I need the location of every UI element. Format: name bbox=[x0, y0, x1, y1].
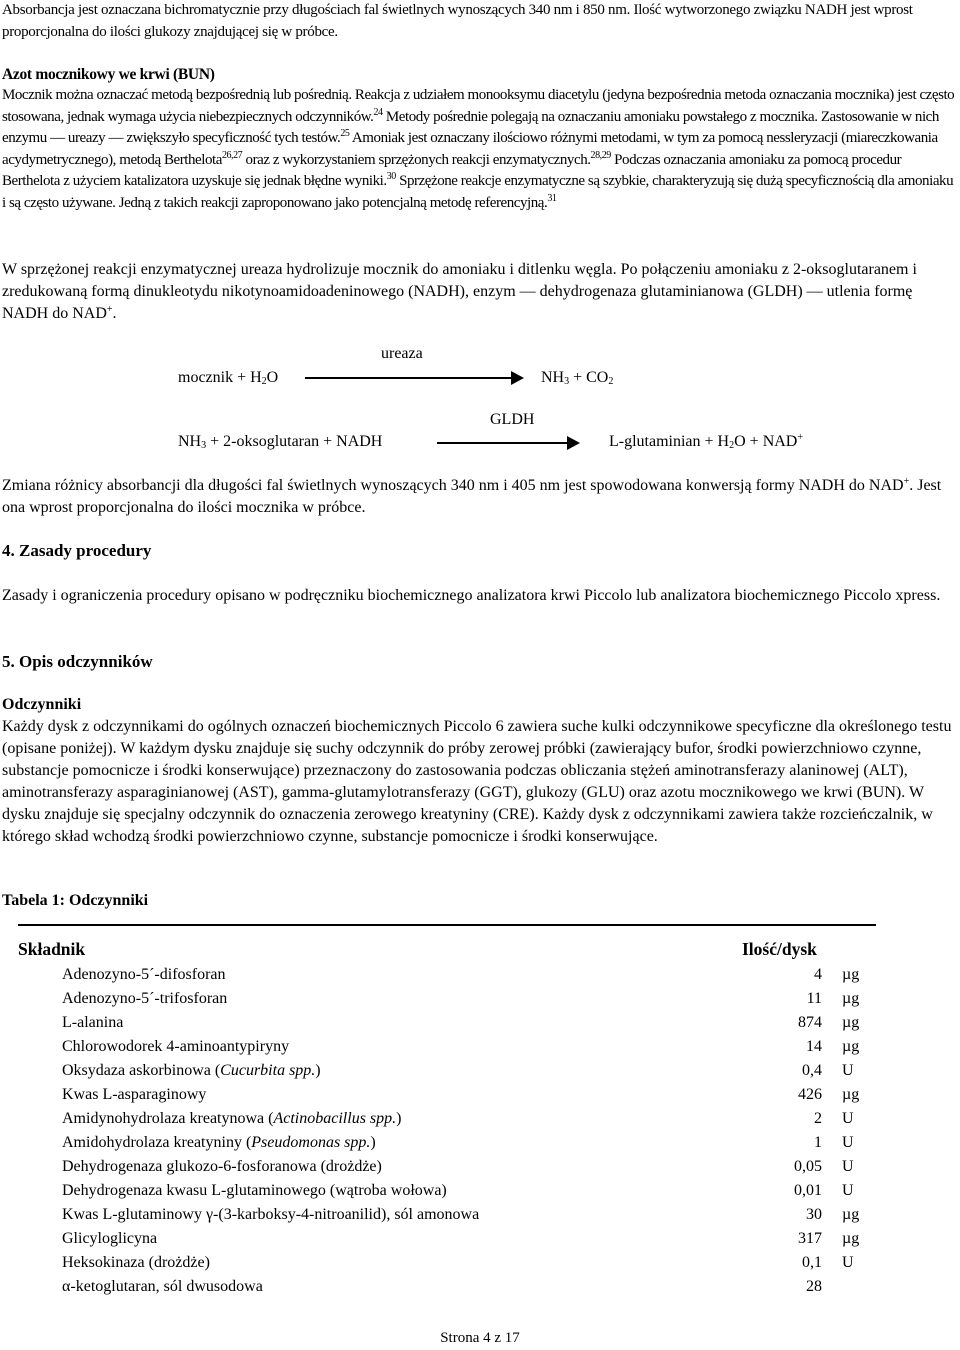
component-unit: µg bbox=[842, 1086, 860, 1103]
component-unit: U bbox=[842, 1158, 854, 1175]
component-name-suffix: ) bbox=[370, 1134, 376, 1151]
table-row bbox=[18, 1275, 906, 1299]
component-unit: µg bbox=[842, 1230, 860, 1247]
bun-p2-text-c: Podczas oznaczania amoniaku za pomocą procedur Berthelota z użyciem katalizatora uzyskuje się jednak błędne wyniki. bbox=[2, 151, 902, 189]
footnote-ref: 31 bbox=[547, 192, 557, 204]
component-unit: µg bbox=[842, 1206, 860, 1223]
component-name bbox=[18, 1131, 734, 1155]
section-5-title: 5. Opis odczynników bbox=[2, 652, 153, 671]
table-row bbox=[18, 1155, 906, 1179]
component-unit: U bbox=[842, 1182, 854, 1199]
component-quantity: 4 bbox=[814, 966, 822, 983]
component-unit bbox=[822, 1275, 906, 1299]
component-unit: µg bbox=[842, 1014, 860, 1031]
component-name bbox=[18, 1011, 734, 1035]
component-name-text: Kwas L-glutaminowy γ-(3-karboksy-4-nitroanilid), sól amonowa bbox=[62, 1206, 480, 1223]
component-name bbox=[18, 1227, 734, 1251]
component-name-text: Heksokinaza (drożdże) bbox=[62, 1254, 210, 1271]
component-name-text: Chlorowodorek 4-aminoantypiryny bbox=[62, 1038, 290, 1055]
component-unit: U bbox=[842, 1110, 854, 1127]
subscript: 2 bbox=[261, 376, 267, 387]
component-quantity: 2 bbox=[814, 1110, 822, 1127]
bun-p2-text-d: Sprzężone reakcje enzymatyczne są szybkie, charakteryzują się dużą specyficznością dla amoniaku i są często używane. Jedną z takich reakcji zaproponowano jako potencjalną metodę referencyjną. bbox=[2, 173, 954, 211]
component-name-italic: Actinobacillus spp. bbox=[273, 1110, 397, 1127]
component-unit: U bbox=[842, 1062, 854, 1079]
component-quantity: 14 bbox=[806, 1038, 822, 1055]
component-name-text: Glicyloglicyna bbox=[62, 1230, 158, 1247]
component-name-text: Kwas L-asparaginowy bbox=[62, 1086, 207, 1103]
reaction2-right-b: O + NAD bbox=[734, 433, 798, 450]
intro-paragraph bbox=[2, 0, 956, 43]
component-name bbox=[18, 1155, 734, 1179]
subscript: 3 bbox=[201, 440, 207, 451]
bun-paragraph-3 bbox=[2, 259, 956, 325]
footnote-ref: 26,27 bbox=[221, 149, 243, 161]
component-name bbox=[18, 1035, 734, 1059]
reaction1-right bbox=[541, 369, 613, 387]
table-row bbox=[18, 1203, 906, 1227]
table-title: Tabela 1: Odczynniki bbox=[2, 892, 149, 909]
bun-p3-end: . bbox=[112, 305, 117, 322]
component-quantity: 0,01 bbox=[794, 1182, 822, 1199]
reaction2-left-a: NH bbox=[178, 433, 202, 450]
component-name bbox=[18, 1275, 734, 1299]
bun-p4-text-a: Zmiana różnicy absorbancji dla długości fal świetlnych wynoszących 340 nm i 405 nm jest spowodowana konwersją formy NADH do NAD bbox=[2, 477, 904, 494]
reaction1-left-a: mocznik + H bbox=[178, 369, 262, 386]
table-row bbox=[18, 1227, 906, 1251]
footnote-ref: 28,29 bbox=[590, 149, 611, 161]
footnote-ref: 25 bbox=[340, 128, 350, 139]
section-4-text: Zasady i ograniczenia procedury opisano w podręczniku biochemicznego analizatora krwi Piccolo lub analizatora biochemicznego Piccolo xpress. bbox=[2, 587, 941, 604]
table-row bbox=[18, 1059, 906, 1083]
component-name bbox=[18, 1251, 734, 1275]
component-name-suffix: ) bbox=[315, 1062, 321, 1079]
header-amount: Ilość/dysk bbox=[742, 938, 817, 959]
reagents-paragraph: Każdy dysk z odczynnikami do ogólnych oznaczeń biochemicznych Piccolo 6 zawiera suche kulki odczynnikowe specyficzne dla określonego testu (opisane poniżej). W każdym dysku znajduje się suchy odczynnik do próby zerowej próbki (zawierający bufor, środki powierzchniowo czynne, substancje pomocnicze i środki konserwujące) przeznaczony do zastosowania podczas obliczania stężeń aminotransferazy alaninowej (ALT), aminotransferazy asparaginianowej (AST), gamma-glutamylotransferazy (GGT), glukozy (GLU) oraz azotu mocznikowego we krwi (BUN). W dysku znajduje się specjalny odczynnik do oznaczenia zerowego kreatyniny (CRE). Każdy dysk z odczynnikami zawiera także rozcieńczalnik, w którego skład wchodzą środki powierzchniowo czynne, substancje pomocnicze i środki konserwujące. bbox=[2, 718, 952, 845]
component-quantity: 0,1 bbox=[802, 1254, 822, 1271]
component-quantity: 28 bbox=[806, 1278, 822, 1295]
reaction2-left bbox=[178, 433, 382, 451]
component-name-suffix: ) bbox=[396, 1110, 402, 1127]
component-name-italic: Pseudomonas spp. bbox=[251, 1134, 371, 1151]
reaction1-arrow bbox=[305, 371, 524, 385]
component-name-text: L-alanina bbox=[62, 1014, 124, 1031]
component-name bbox=[18, 1203, 734, 1227]
component-name bbox=[18, 1083, 734, 1107]
component-quantity: 30 bbox=[806, 1206, 822, 1223]
component-quantity: 426 bbox=[798, 1086, 822, 1103]
component-unit: U bbox=[842, 1134, 854, 1151]
component-quantity: 11 bbox=[806, 990, 822, 1007]
component-name-text: α-ketoglutaran, sól dwusodowa bbox=[62, 1278, 263, 1295]
bun-paragraph-1 bbox=[2, 85, 956, 214]
bun-p1-text-b: Metody pośrednie polegają na oznaczaniu amoniaku powstałego z mocznika. Zastosowanie w nich enzymu — ureazy — zwiększyło specyficzność tych testów. bbox=[2, 108, 939, 146]
bun-heading: Azot mocznikowy we krwi (BUN) bbox=[2, 66, 215, 83]
table-row bbox=[18, 1083, 906, 1107]
reagents-table bbox=[18, 935, 906, 1299]
header-component: Składnik bbox=[18, 938, 86, 959]
superscript: + bbox=[797, 432, 803, 443]
component-name bbox=[18, 1107, 734, 1131]
component-quantity: 0,05 bbox=[794, 1158, 822, 1175]
component-name-text: Adenozyno-5´-trifosforan bbox=[62, 990, 228, 1007]
table-row bbox=[18, 1035, 906, 1059]
table-row bbox=[18, 987, 906, 1011]
footnote-ref: 24 bbox=[373, 106, 383, 118]
component-quantity: 0,4 bbox=[802, 1062, 822, 1079]
table-row bbox=[18, 1251, 906, 1275]
reaction2-left-b: + 2-oksoglutaran + NADH bbox=[206, 433, 383, 450]
reaction1-left bbox=[178, 369, 278, 387]
component-name bbox=[18, 963, 734, 987]
table-header-row bbox=[18, 935, 906, 963]
reagents-heading: Odczynniki bbox=[2, 696, 82, 713]
superscript: + bbox=[903, 476, 910, 487]
component-name bbox=[18, 1059, 734, 1083]
bun-p2-text-b: oraz z wykorzystaniem sprzężonych reakcji enzymatycznych. bbox=[245, 151, 591, 168]
table-row bbox=[18, 1011, 906, 1035]
intro-text: Absorbancja jest oznaczana bichromatycznie przy długościach fal świetlnych wynoszących 340 nm i 850 nm. Ilość wytworzonego związku NADH jest wprost proporcjonalna do ilości glukozy znajdującej się w próbce. bbox=[2, 2, 913, 40]
bun-p4-text-b: . Jest ona wprost proporcjonalna do ilości mocznika w próbce. bbox=[2, 477, 942, 516]
table-row bbox=[18, 963, 906, 987]
component-name-text: Dehydrogenaza glukozo-6-fosforanowa (drożdże) bbox=[62, 1158, 382, 1175]
table-row bbox=[18, 1131, 906, 1155]
component-name bbox=[18, 1179, 734, 1203]
subscript: 3 bbox=[564, 376, 570, 387]
component-unit: µg bbox=[842, 1038, 860, 1055]
component-name-italic: Cucurbita spp. bbox=[220, 1062, 316, 1079]
section-4-title: 4. Zasady procedury bbox=[2, 541, 152, 560]
table-top-rule bbox=[18, 924, 876, 926]
table-row bbox=[18, 1179, 906, 1203]
component-unit: µg bbox=[842, 966, 860, 983]
component-quantity: 317 bbox=[798, 1230, 822, 1247]
component-name-text: Amidohydrolaza kreatyniny ( bbox=[62, 1134, 252, 1151]
bun-p1-text: Mocznik można oznaczać metodą bezpośrednią lub pośrednią. Reakcja z udziałem monooksymu diacetylu (jedyna bezpośrednia metoda oznaczania mocznika) jest często stosowana, jednak wymaga użycia niebezpiecznych odczynników. bbox=[2, 87, 955, 125]
subscript: 2 bbox=[608, 376, 614, 387]
page-footer: Strona 4 z 17 bbox=[440, 1330, 520, 1346]
reaction2-arrow bbox=[437, 436, 580, 450]
footnote-ref: 30 bbox=[386, 171, 396, 182]
reaction1-right-b: + CO bbox=[569, 369, 609, 386]
reaction1-right-a: NH bbox=[541, 369, 565, 386]
bun-p3-text: W sprzężonej reakcji enzymatycznej ureaza hydrolizuje mocznik do amoniaku i ditlenku węgla. Po połączeniu amoniaku z 2-oksoglutaranem i zredukowaną formą dinukleotydu nikotynoamidoadeninowego (NADH), enzym — dehydrogenaza glutaminianowa (GLDH) — utlenia formę NADH do NAD bbox=[2, 261, 917, 322]
bun-paragraph-4 bbox=[2, 475, 956, 519]
component-quantity: 874 bbox=[798, 1014, 822, 1031]
component-unit: µg bbox=[842, 990, 860, 1007]
bun-p2-text-a: Amoniak jest oznaczany ilościowo różnymi metodami, w tym za pomocą nessleryzacji (miareczkowania acydymetrycznego), metodą Berthelota bbox=[2, 130, 938, 168]
superscript: + bbox=[106, 304, 113, 315]
component-name-text: Dehydrogenaza kwasu L-glutaminowego (wątroba wołowa) bbox=[62, 1182, 447, 1199]
component-name-text: Amidynohydrolaza kreatynowa ( bbox=[62, 1110, 274, 1127]
reaction2-right bbox=[609, 433, 803, 451]
reaction2-right-a: L-glutaminian + H bbox=[609, 433, 730, 450]
component-name-text: Adenozyno-5´-difosforan bbox=[62, 966, 226, 983]
reaction1-left-b: O bbox=[266, 369, 279, 386]
reaction2-enzyme: GLDH bbox=[490, 411, 535, 428]
component-quantity: 1 bbox=[814, 1134, 822, 1151]
table-row bbox=[18, 1107, 906, 1131]
component-unit: U bbox=[842, 1254, 854, 1271]
component-name bbox=[18, 987, 734, 1011]
subscript: 2 bbox=[729, 440, 735, 451]
component-name-text: Oksydaza askorbinowa ( bbox=[62, 1062, 221, 1079]
reaction1-enzyme: ureaza bbox=[381, 345, 423, 362]
